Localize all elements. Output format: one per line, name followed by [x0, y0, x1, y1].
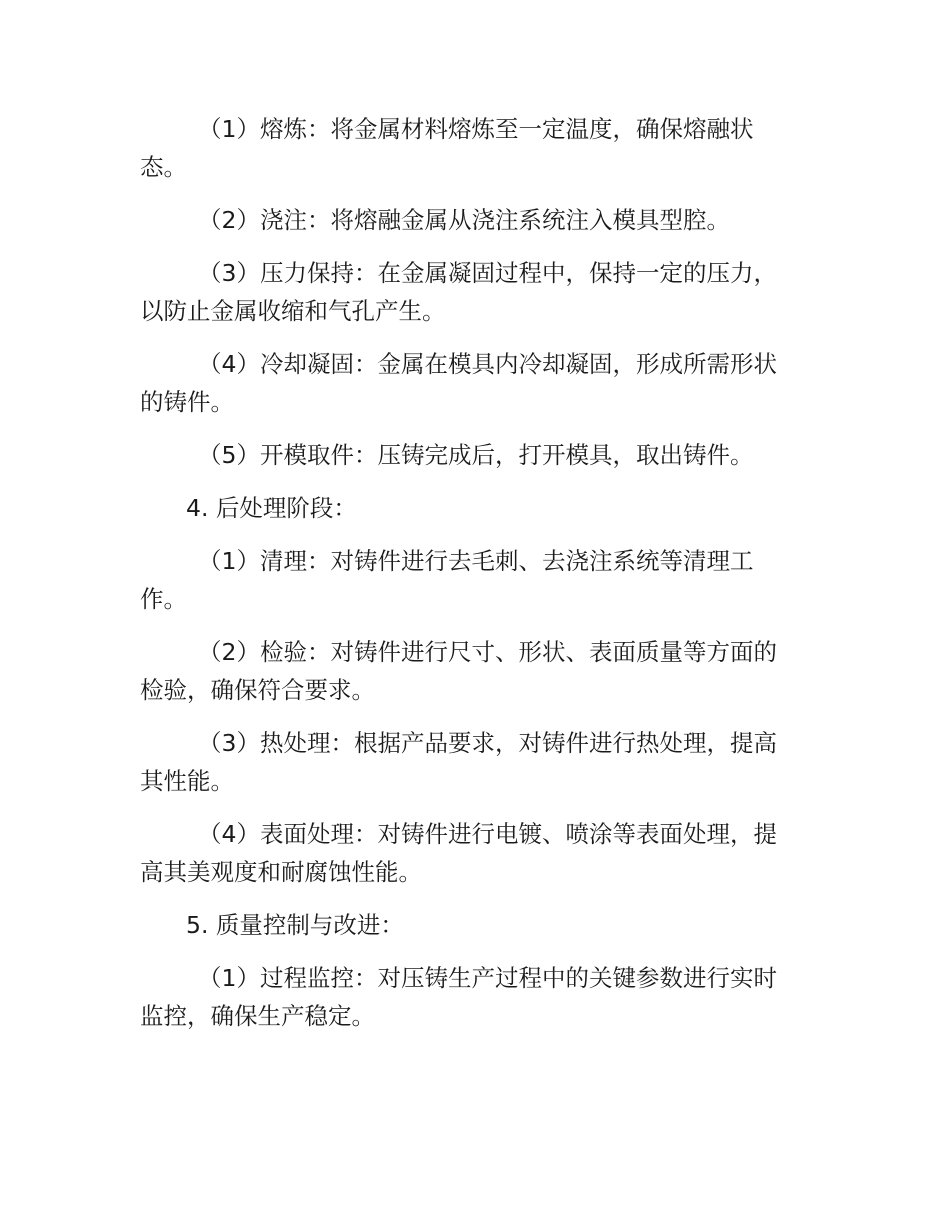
list-item-cleaning: （1）清理：对铸件进行去毛刺、去浇注系统等清理工作。: [140, 547, 754, 613]
list-item-surface-treatment: （4）表面处理：对铸件进行电镀、喷涂等表面处理，提高其美观度和耐腐蚀性能。: [140, 820, 777, 886]
section-heading-post-processing: 4. 后处理阶段：: [186, 494, 357, 522]
list-item-mold-opening: （5）开模取件：压铸完成后，打开模具，取出铸件。: [198, 441, 754, 469]
list-item-inspection: （2）检验：对铸件进行尺寸、形状、表面质量等方面的检验，确保符合要求。: [140, 638, 777, 704]
list-item-pouring: （2）浇注：将熔融金属从浇注系统注入模具型腔。: [198, 206, 730, 234]
list-item-heat-treatment: （3）热处理：根据产品要求，对铸件进行热处理，提高其性能。: [140, 729, 777, 795]
list-item-pressure-holding: （3）压力保持：在金属凝固过程中，保持一定的压力，以防止金属收缩和气孔产生。: [140, 259, 777, 325]
list-item-cooling-solidification: （4）冷却凝固：金属在模具内冷却凝固，形成所需形状的铸件。: [140, 350, 777, 416]
list-item-process-monitoring: （1）过程监控：对压铸生产过程中的关键参数进行实时监控，确保生产稳定。: [140, 964, 777, 1030]
document-body: [140, 110, 800, 1050]
list-item-melting: （1）熔炼：将金属材料熔炼至一定温度，确保熔融状态。: [140, 115, 754, 181]
section-heading-quality-control: 5. 质量控制与改进：: [186, 911, 404, 939]
